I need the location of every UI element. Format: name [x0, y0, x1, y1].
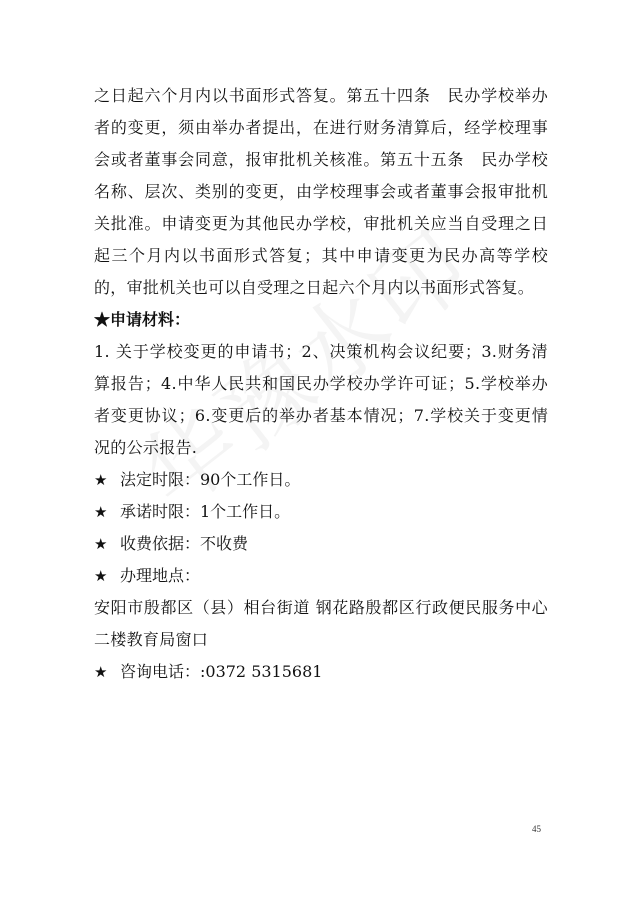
star-bullet: ★	[94, 471, 108, 489]
page-number: 45	[532, 824, 541, 834]
phone: 咨询电话：:0372 5315681	[120, 662, 323, 681]
fee-basis-line	[94, 528, 548, 560]
materials-heading: ★申请材料：	[94, 310, 191, 329]
legal-deadline-line	[94, 464, 548, 496]
location-label: 办理地点：	[120, 566, 201, 585]
location-line	[94, 560, 548, 592]
promised-deadline: 承诺时限：1个工作日。	[120, 502, 291, 521]
star-bullet: ★	[94, 567, 108, 585]
fee-basis: 收费依据：不收费	[120, 534, 249, 553]
legal-deadline: 法定时限：90个工作日。	[120, 470, 301, 489]
body-paragraph: 之日起六个月内以书面形式答复。第五十四条 民办学校举办者的变更，须由举办者提出，在进行财务清算后，经学校理事会或者董事会同意，报审批机关核准。第五十五条 民办学校名称、层次、类别的变更，由学校理事会或者董事会报审批机关批准。申请变更为其他民办学校，审批机关应当自受理之日起三个月内以书面形式答复；其中申请变更为民办高等学校的，审批机关也可以自受理之日起六个月内以书面形式答复。	[94, 86, 548, 297]
location-address: 安阳市殷都区（县）相台街道 钢花路殷都区行政便民服务中心二楼教育局窗口	[94, 598, 548, 649]
phone-line	[94, 656, 548, 688]
star-bullet: ★	[94, 663, 108, 681]
star-bullet: ★	[94, 503, 108, 521]
star-bullet: ★	[94, 535, 108, 553]
materials-list: 1. 关于学校变更的申请书；2、决策机构会议纪要；3.财务清算报告；4.中华人民共和国民办学校办学许可证；5.学校举办者变更协议；6.变更后的举办者基本情况；7.学校关于变更情况的公示报告.	[94, 342, 548, 457]
promised-deadline-line	[94, 496, 548, 528]
page-content	[94, 80, 548, 688]
